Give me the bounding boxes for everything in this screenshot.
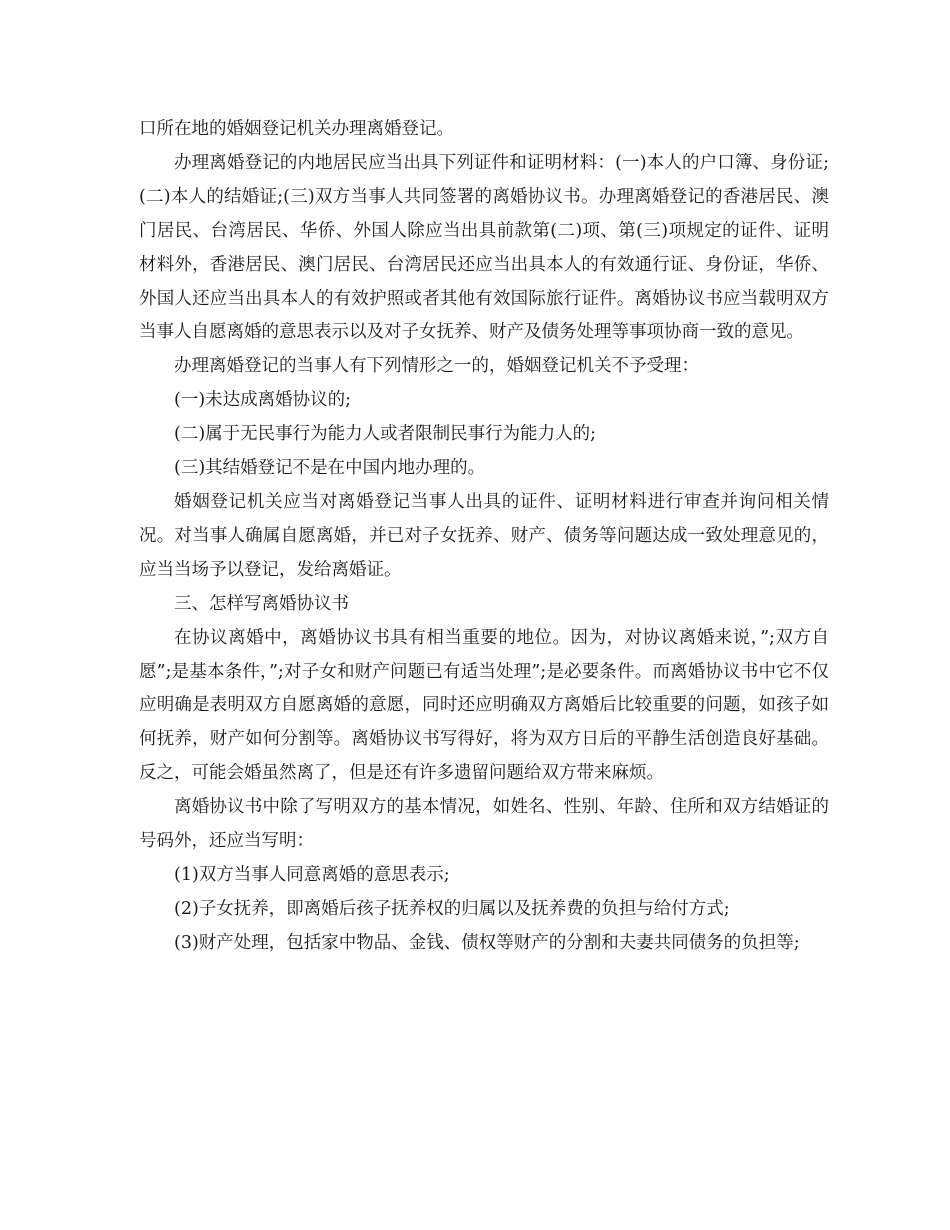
- paragraph-6: (三)其结婚登记不是在中国内地办理的。: [174, 458, 486, 479]
- list-item-2: (2)子女抚养，即离婚后孩子抚养权的归属以及抚养费的负担与给付方式;: [174, 898, 730, 919]
- paragraph-1: 口所在地的婚姻登记机关办理离婚登记。: [139, 119, 454, 139]
- paragraph-10: 离婚协议书中除了写明双方的基本情况，如姓名、性别、年龄、住所和双方结婚证的号码外，还应当写明：: [139, 797, 829, 852]
- section-heading: 三、怎样写离婚协议书: [174, 593, 349, 614]
- list-item-3: (3)财产处理，包括家中物品、金钱、债权等财产的分割和夫妻共同债务的负担等;: [174, 932, 800, 953]
- list-item-1: (1)双方当事人同意离婚的意思表示;: [174, 864, 450, 885]
- paragraph-9: 在协议离婚中，离婚协议书具有相当重要的地位。因为，对协议离婚来说，”;双方自愿”;是基本条件，”;对子女和财产问题已有适当处理”;是必要条件。而离婚协议书中它不仅应明确是表明双方自愿离婚的意愿，同时还应明确双方离婚后比较重要的问题，如孩子如何抚养，财产如何分割等。离婚协议书写得好，将为双方日后的平静生活创造良好基础。反之，可能会婚虽然离了，但是还有许多遗留问题给双方带来麻烦。: [139, 627, 829, 784]
- paragraph-3: 办理离婚登记的当事人有下列情形之一的，婚姻登记机关不予受理：: [174, 356, 699, 377]
- paragraph-2: 办理离婚登记的内地居民应当出具下列证件和证明材料：(一)本人的户口簿、身份证;(二)本人的结婚证;(三)双方当事人共同签署的离婚协议书。办理离婚登记的香港居民、澳门居民、台湾居民、华侨、外国人除应当出具前款第(二)项、第(三)项规定的证件、证明材料外，香港居民、澳门居民、台湾居民还应当出具本人的有效通行证、身份证，华侨、外国人还应当出具本人的有效护照或者其他有效国际旅行证件。离婚协议书应当载明双方当事人自愿离婚的意思表示以及对子女抚养、财产及债务处理等事项协商一致的意见。: [139, 152, 829, 343]
- paragraph-7: 婚姻登记机关应当对离婚登记当事人出具的证件、证明材料进行审查并询问相关情况。对当事人确属自愿离婚，并已对子女抚养、财产、债务等问题达成一致处理意见的，应当当场予以登记，发给离婚证。: [139, 491, 829, 580]
- paragraph-5: (二)属于无民事行为能力人或者限制民事行为能力人的;: [174, 424, 597, 445]
- paragraph-4: (一)未达成离婚协议的;: [174, 390, 352, 411]
- document-body: [139, 113, 829, 961]
